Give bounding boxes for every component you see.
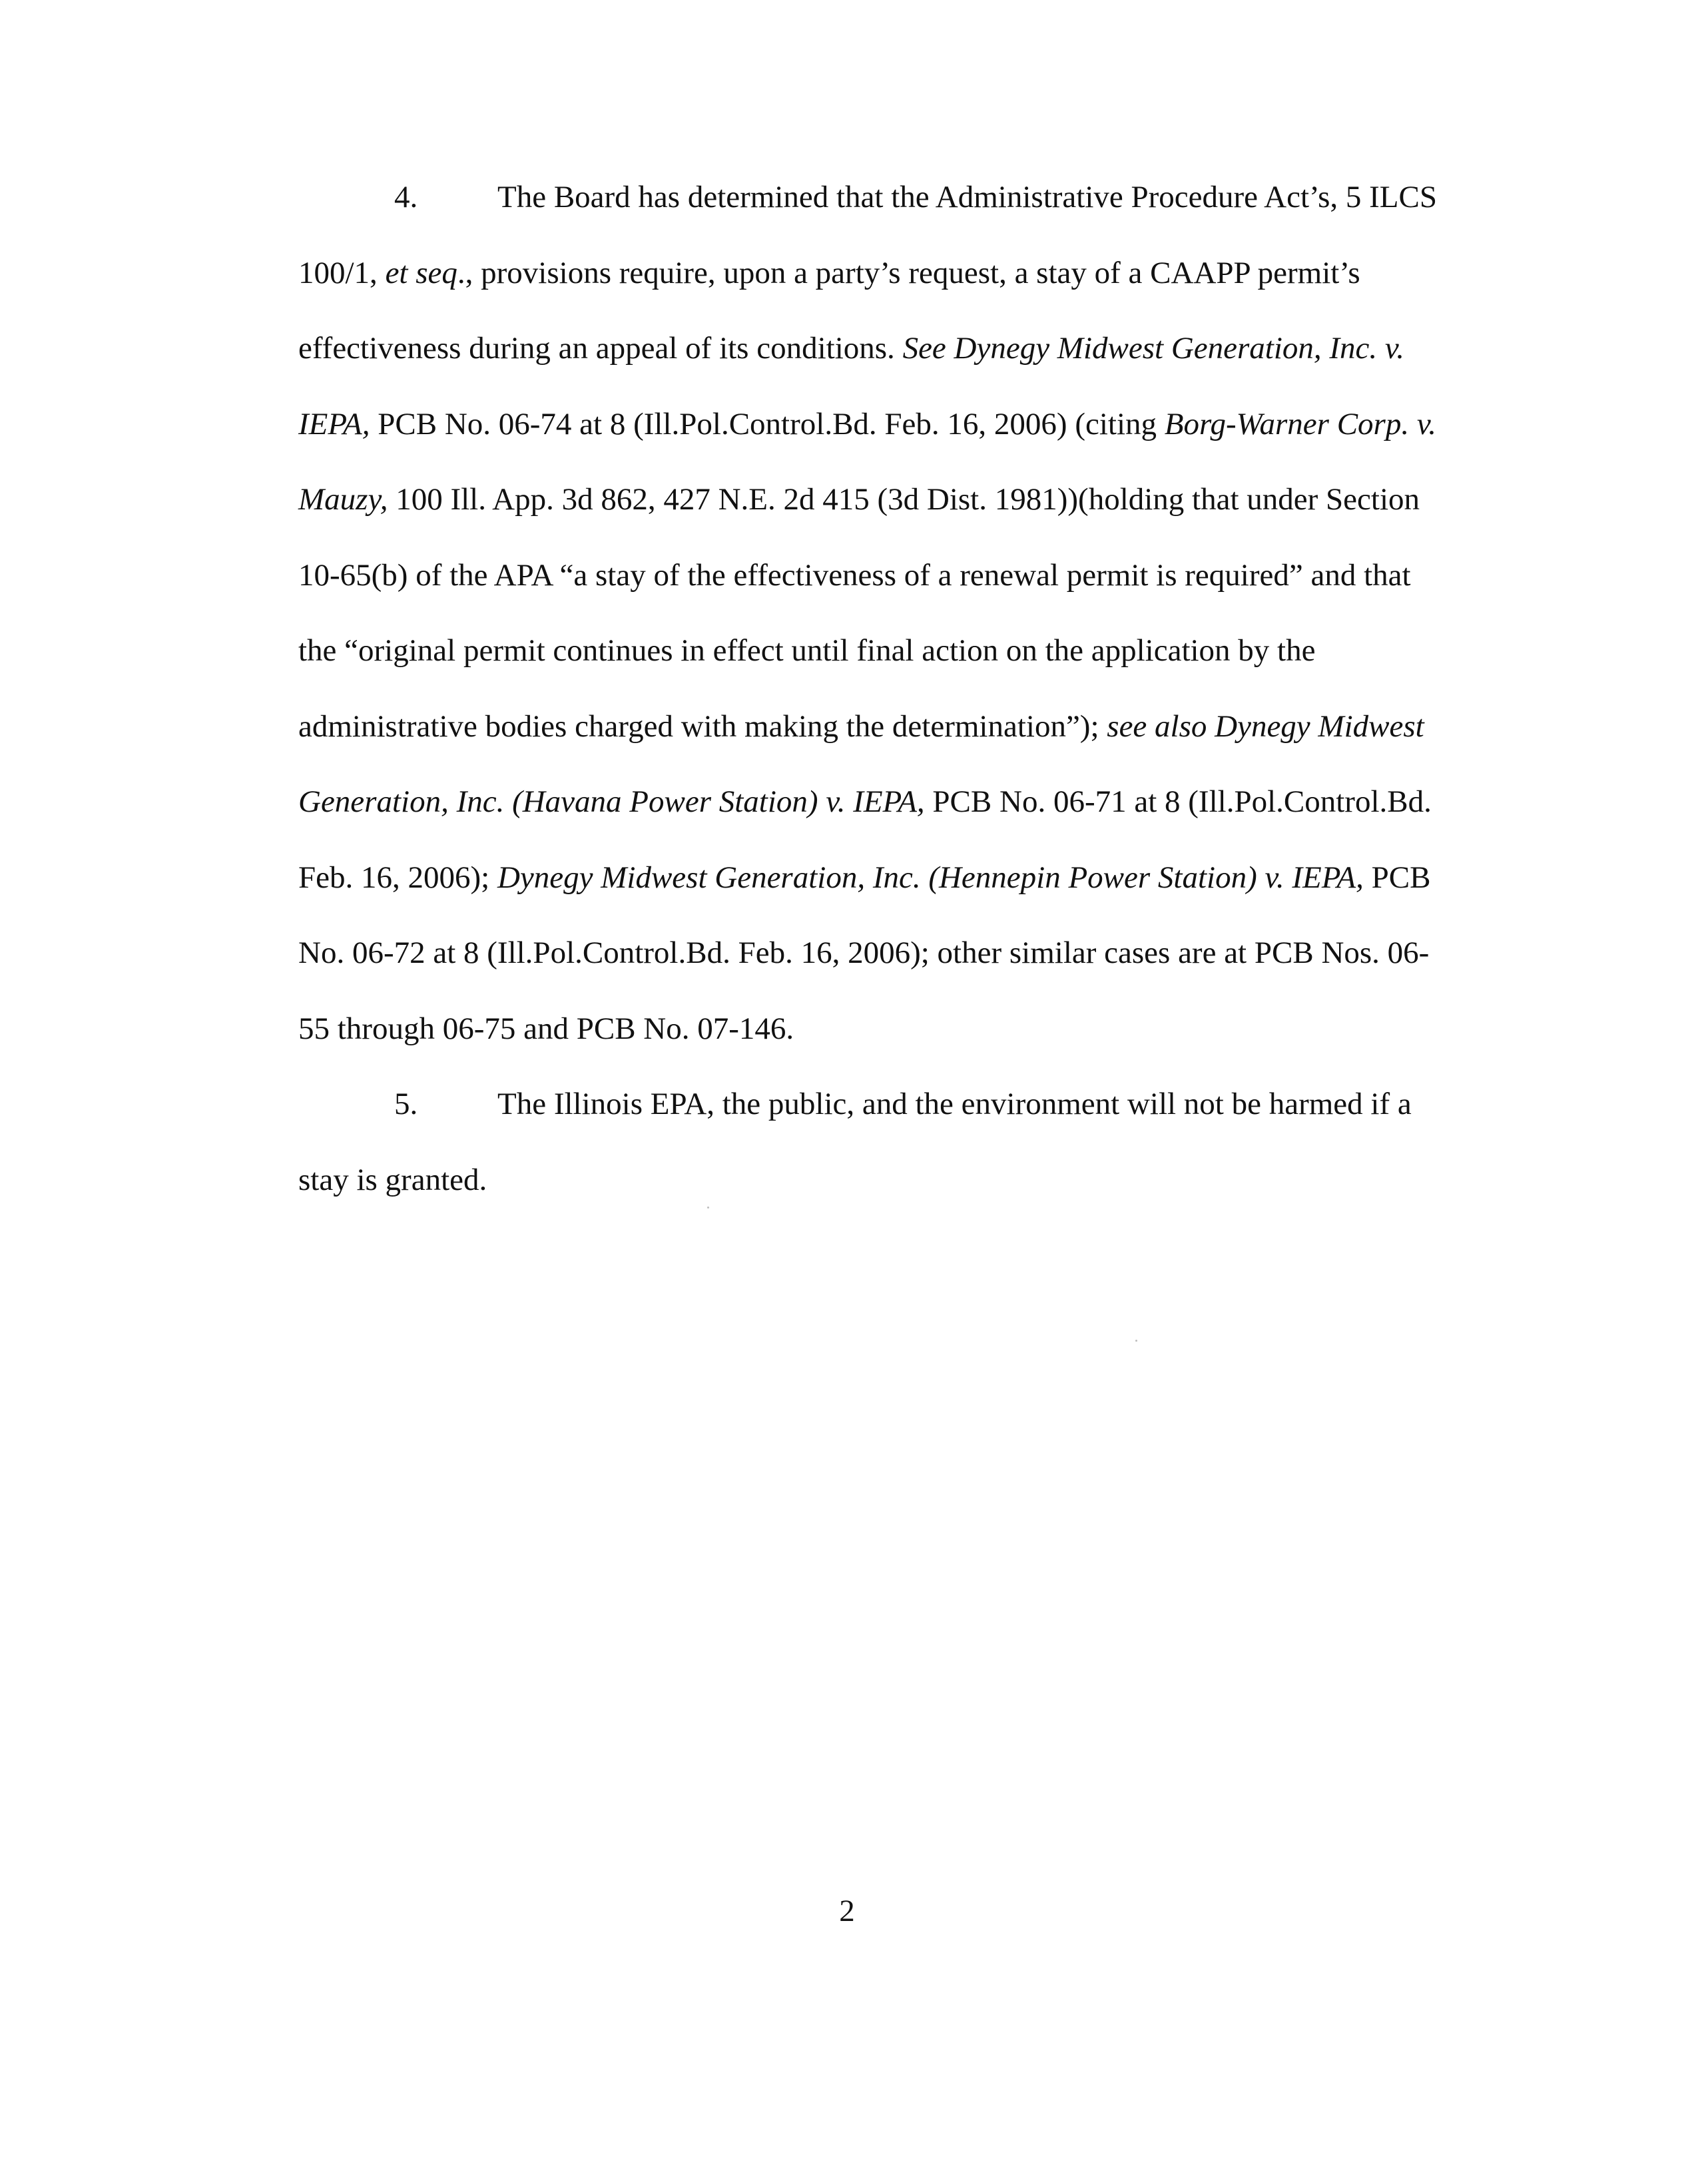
paragraph-4 bbox=[298, 160, 1454, 1067]
paragraph-4-segment: PCB No. 06-72 at 8 (Ill.Pol.Control.Bd. Feb. 16, 2006); other similar cases are at PCB Nos. 06-55 through 06-75 and PCB No. 07-146. bbox=[298, 860, 1431, 1046]
paragraph-4-segment: PCB No. 06-71 at 8 (Ill.Pol.Control.Bd. Feb. 16, 2006); bbox=[298, 784, 1432, 895]
page-number: 2 bbox=[839, 1894, 855, 1928]
paragraph-number: 5. bbox=[394, 1087, 418, 1121]
paragraph-5-text: The Illinois EPA, the public, and the environment will not be harmed if a stay is granted. bbox=[298, 1087, 1412, 1197]
paragraph-4-segment: Borg-Warner Corp. v. Mauzy, bbox=[298, 406, 1436, 517]
paragraph-4-segment: Dynegy Midwest Generation, Inc. (Hennepin Power Station) v. IEPA, bbox=[497, 860, 1364, 895]
paragraph-4-segment: ., provisions require, upon a party’s request, a stay of a CAAPP permit’s effectiveness during an appeal of its conditions. bbox=[298, 255, 1360, 366]
paragraph-4-segment: 100 Ill. App. 3d 862, 427 N.E. 2d 415 (3d Dist. 1981))(holding that under Section 10-65(b) of the APA “a stay of the effectiveness of a renewal permit is required” and that the “original permit continues in effect until final action on the application by the administrative bodies charged with making the determination”); bbox=[298, 482, 1420, 744]
paragraph-4-segment: The Board has determined that the Administrative Procedure Act’s, 5 ILCS 100/1, bbox=[298, 180, 1437, 290]
paragraph-4-segment: et seq bbox=[385, 255, 457, 290]
paragraph-5 bbox=[298, 1067, 1454, 1218]
paragraph-4-segment: PCB No. 06-74 at 8 (Ill.Pol.Control.Bd. Feb. 16, 2006) (citing bbox=[370, 406, 1165, 441]
paragraph-4-segment: see also Dynegy Midwest Generation, Inc. (Havana Power Station) v. IEPA, bbox=[298, 708, 1424, 819]
scan-speck bbox=[1135, 1340, 1137, 1342]
document-body bbox=[298, 160, 1454, 1218]
paragraph-number: 4. bbox=[394, 180, 418, 214]
paragraph-4-segment: See Dynegy Midwest Generation, Inc. v. IEPA, bbox=[298, 331, 1405, 441]
scan-speck bbox=[707, 1207, 709, 1209]
